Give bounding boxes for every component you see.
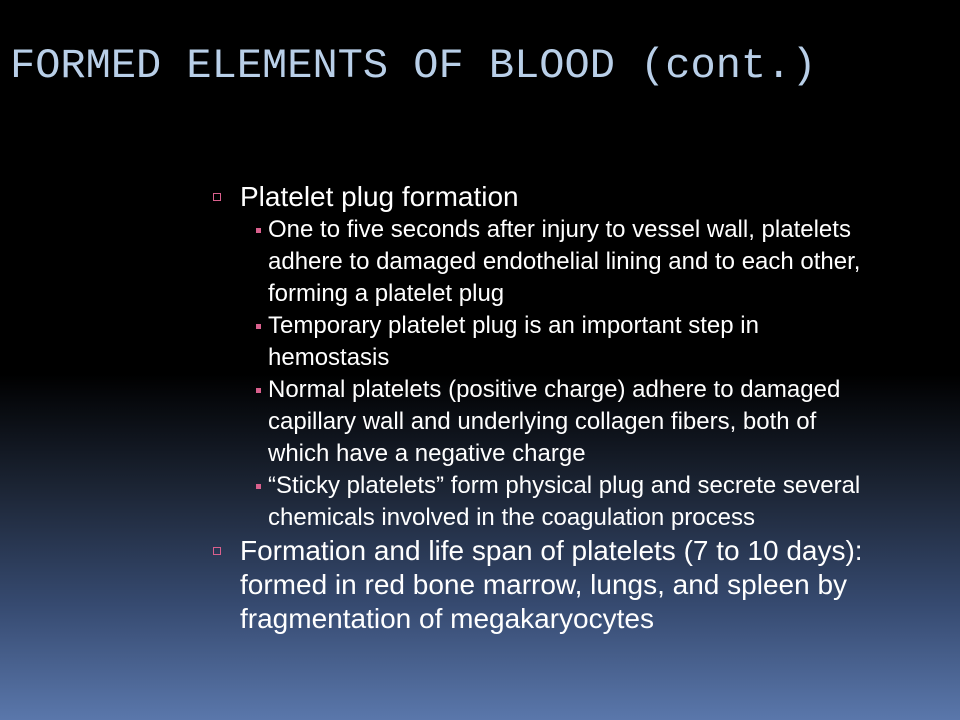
- bullet-platelet-plug-formation: [213, 180, 953, 534]
- bullet-line: Formation and life span of platelets (7 to 10 days):: [240, 535, 863, 566]
- bullet-formation-life-span: [213, 534, 953, 636]
- slide-title: FORMED ELEMENTS OF BLOOD (cont.): [10, 42, 817, 90]
- sub-bullet-line: chemicals involved in the coagulation process: [268, 504, 755, 531]
- bullet-line: Platelet plug formation: [240, 181, 519, 212]
- bullet-line: fragmentation of megakaryocytes: [240, 603, 654, 634]
- bullet-text: [213, 534, 953, 636]
- sub-bullet-text: [256, 374, 953, 470]
- sub-bullet-line: forming a platelet plug: [268, 280, 505, 307]
- bullet-list: [213, 180, 953, 636]
- sub-bullet-line: which have a negative charge: [268, 440, 586, 467]
- sub-bullet-timing: [256, 214, 953, 310]
- sub-bullet-line: capillary wall and underlying collagen fibers, both of: [268, 408, 817, 435]
- sub-bullet-hemostasis: [256, 310, 953, 374]
- hollow-square-bullet-icon: [213, 193, 221, 201]
- sub-bullet-line: hemostasis: [268, 344, 390, 371]
- sub-bullet-list: [256, 214, 953, 534]
- sub-bullet-line: Normal platelets (positive charge) adhere to damaged: [268, 376, 841, 403]
- sub-bullet-line: adhere to damaged endothelial lining and to each other,: [268, 248, 861, 275]
- hollow-square-bullet-icon: [213, 547, 221, 555]
- filled-square-bullet-icon: [256, 228, 261, 233]
- sub-bullet-text: [256, 214, 953, 310]
- sub-bullet-text: [256, 470, 953, 534]
- sub-bullet-text: [256, 310, 953, 374]
- sub-bullet-line: One to five seconds after injury to vessel wall, platelets: [268, 216, 851, 243]
- sub-bullet-sticky-platelets: [256, 470, 953, 534]
- filled-square-bullet-icon: [256, 388, 261, 393]
- filled-square-bullet-icon: [256, 324, 261, 329]
- sub-bullet-line: Temporary platelet plug is an important step in: [268, 312, 759, 339]
- sub-bullet-charge: [256, 374, 953, 470]
- bullet-text: [213, 180, 953, 214]
- filled-square-bullet-icon: [256, 484, 261, 489]
- sub-bullet-line: “Sticky platelets” form physical plug and secrete several: [268, 472, 861, 499]
- bullet-line: formed in red bone marrow, lungs, and spleen by: [240, 569, 848, 600]
